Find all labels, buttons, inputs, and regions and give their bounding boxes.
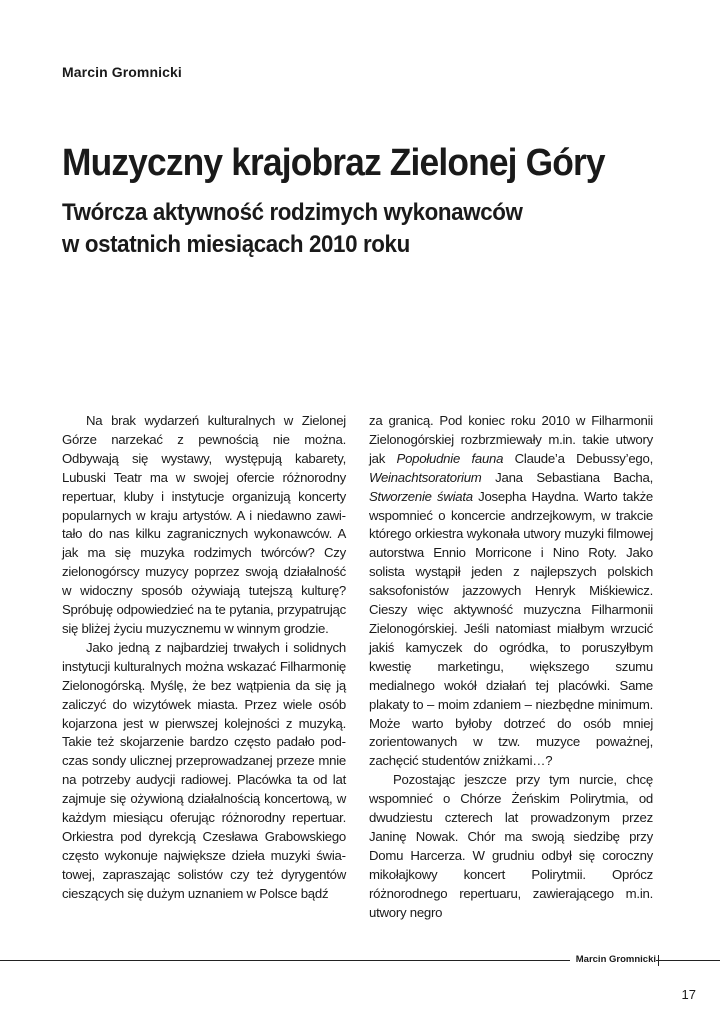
work-title: Popołudnie fauna <box>396 450 504 466</box>
footer-divider-tick <box>658 955 659 966</box>
article-subtitle <box>62 197 523 261</box>
subtitle-line-1: Twórcza aktywność rodzimych wykonawców <box>62 199 523 226</box>
text-run: Claude’a Debussy’ego, <box>503 450 653 466</box>
text-run: Josepha Haydna. Warto także wspomnieć o koncercie andrzejkowym, w trakcie którego orkiestra wykonała utwory muzyki filmowej autorstwa Ennio Morricone i Nino Roty. Jako solista wystąpił jeden z najlepszych polskich saksofonistów jazzowych Henryk Miśkiewicz. Cieszy więc aktywność muzyczna Filharmonii Zielonogórskiej. Jeśli natomiast miałbym wrzucić jakiś kamyczek do ogródka, to poruszyłbym kwestię marketingu, większego szumu medialnego wokół działań tej placówki. Same plakaty to – moim zdaniem – niezbędne minimum. Może warto byłoby dotrzeć do osób mniej zorientowanych w tzw. muzyce poważnej, zachęcić studentów zniżkami…? <box>369 488 653 769</box>
paragraph: Jako jedną z najbardziej trwałych i solidnych instytucji kulturalnych można wskazać Filharmonię Zielonogórską. Myślę, że bez wątpienia da się ją zaliczyć do wizytówek miasta. Przez wiele osób kojarzona jest w pierwszej kolejności z muzyką. Takie też skojarzenie bardzo często padało podczas sondy ulicznej przeprowadzanej przeze mnie na potrzeby audycji radiowej. Placówka ta od lat zajmuje się ożywioną działalnością koncertową, w każdym miesiącu oferując różnorodny repertuar. Orkiestra pod dyrekcją Czesława Grabowskiego często wykonuje największe dzieła muzyki światowej, zapraszając solistów czy też dyrygentów cieszących się dużym uznaniem w Polsce bądź <box>62 639 346 901</box>
text-column-left <box>62 412 346 904</box>
paragraph-continued <box>369 412 653 771</box>
work-title: Stworzenie świata <box>369 488 473 504</box>
text-run: za granicą. Pod koniec roku 2010 w Filharmonii Zielonogórskiej rozbrzmiewały m.in. takie utwory jak <box>369 413 653 466</box>
page-number: 17 <box>681 987 696 1002</box>
paragraph: Pozostając jeszcze przy tym nurcie, chcę wspomnieć o Chórze Żeńskim Polirytmia, od dwudziestu czterech lat prowadzonym przez Janinę Nowak. Chór ma swoją siedzibę przy Domu Harcerza. W grudniu odbył się coroczny mikołajkowy koncert Polirytmii. Oprócz różnorodnego repertuaru, zawierającego m.in. utwory negro <box>369 772 653 920</box>
paragraph: Na brak wydarzeń kulturalnych w Zielonej Górze narzekać z pewnością nie można. Odbywają się wystawy, występują kabarety, Lubuski Teatr ma w swojej ofercie różnorodny repertuar, kluby i instytucje organizują koncerty popularnych w kraju artystów. A i niedawno zawitało do nas kilku zagranicznych wykonawców. A jak ma się muzyka rodzimych twórców? Czy zielonogórscy muzycy poprzez swoją działalność w widoczny sposób ożywiają tutejszą kulturę? Spróbuję odpowiedzieć na te pytania, przypatrując się bliżej życiu muzycznemu w winnym grodzie. <box>62 413 346 636</box>
subtitle-line-2: w ostatnich miesiącach 2010 roku <box>62 231 410 258</box>
footer-author: Marcin Gromnicki <box>570 953 656 967</box>
article-title: Muzyczny krajobraz Zielonej Góry <box>62 142 605 184</box>
text-column-right <box>369 412 653 922</box>
text-run: Jana Sebastiana Bacha, <box>481 469 653 485</box>
author-name: Marcin Gromnicki <box>62 64 182 80</box>
work-title: Weinachtsoratorium <box>369 469 482 485</box>
